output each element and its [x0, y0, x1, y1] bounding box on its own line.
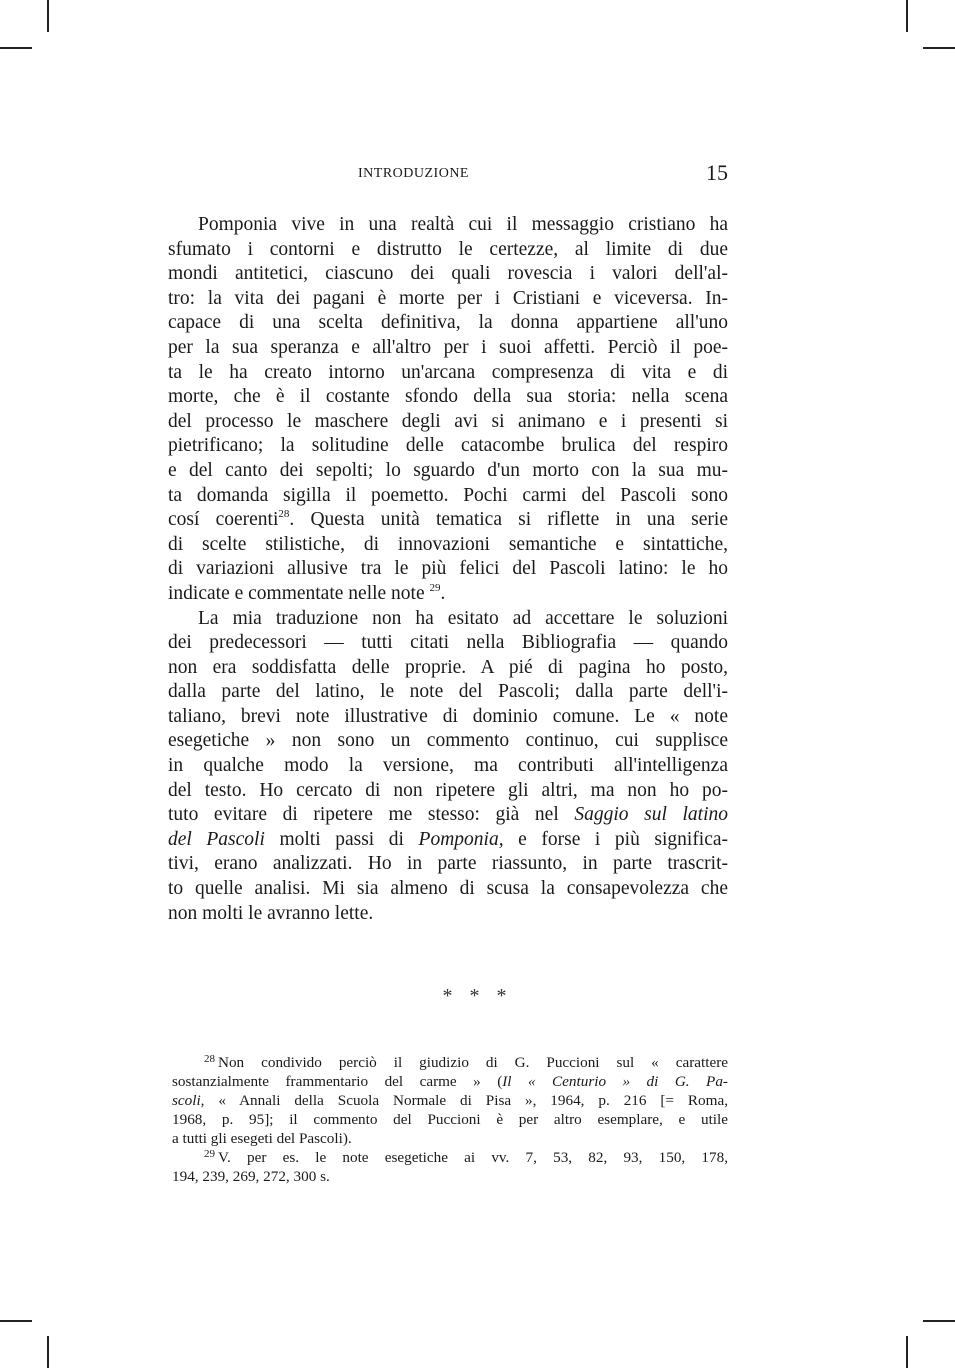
text-line: to quelle analisi. Mi sia almeno di scusa la consapevolezza che [168, 878, 728, 900]
text-line: del testo. Ho cercato di non ripetere gli altri, ma non ho po- [168, 779, 728, 801]
footnote-29 [172, 1148, 728, 1186]
footnote-28 [172, 1053, 728, 1148]
footnote-mark: 29 [204, 1148, 215, 1160]
text-segment: Non condivido perciò il giudizio di G. Puccioni sul « carattere [218, 1054, 728, 1071]
text-line [168, 582, 728, 607]
text-line: non era soddisfatta delle proprie. A pié di pagina ho posto, [168, 656, 728, 678]
footnote-line: 1968, p. 95]; il commento del Puccioni è per altro esemplare, e utile [172, 1111, 728, 1128]
text-segment: tuto evitare di ripetere me stesso: già nel [168, 804, 559, 826]
text-line: ta domanda sigilla il poemetto. Pochi carmi del Pascoli sono [168, 484, 728, 506]
crop-mark-top-right-h [923, 47, 955, 49]
crop-mark-top-right [906, 0, 908, 32]
italic-title: Il « Centurio » di G. Pa- [502, 1073, 728, 1090]
footnote-line [172, 1091, 728, 1110]
text-line: La mia traduzione non ha esitato ad accettare le soluzioni [198, 607, 728, 629]
footnote-line: a tutti gli esegeti del Pascoli). [172, 1130, 352, 1147]
paragraph-1 [168, 213, 728, 607]
text-segment: sostanzialmente frammentario del carme » ( [172, 1073, 503, 1090]
footnote-line [172, 1148, 728, 1167]
text-line [168, 803, 728, 828]
text-line: di scelte stilistiche, di innovazioni semantiche e sintattiche, [168, 533, 728, 555]
text-line: in qualche modo la versione, ma contributi all'intelligenza [168, 755, 728, 777]
page-number: 15 [706, 160, 728, 185]
italic-title: del Pascoli [168, 828, 265, 850]
text-line [168, 828, 728, 853]
text-segment: . Questa unità tematica si riflette in una serie [289, 509, 728, 531]
text-line: morte, che è il costante sfondo della sua storia: nella scena [168, 386, 728, 408]
text-line: tro: la vita dei pagani è morte per i Cristiani e viceversa. In- [168, 287, 728, 309]
text-segment: e forse i più significa- [518, 828, 729, 850]
text-line: capace di una scelta definitiva, la donna appartiene all'uno [168, 312, 728, 334]
footnote-line [172, 1072, 728, 1091]
text-line: non molti le avranno lette. [168, 902, 374, 924]
footnote-ref-28[interactable]: 28 [278, 508, 290, 521]
text-line: mondi antitetici, ciascuno dei quali rovescia i valori dell'al- [168, 263, 728, 285]
crop-mark-bottom-right-h [923, 1320, 955, 1322]
text-line [168, 508, 728, 533]
crop-mark-top-left-h [0, 47, 32, 49]
text-line: di variazioni allusive tra le più felici del Pascoli latino: le ho [168, 558, 728, 580]
section-ornament: * * * [442, 985, 513, 1007]
italic-title: Saggio sul latino [574, 804, 729, 826]
running-title: INTRODUZIONE [358, 166, 469, 181]
text-line: dei predecessori — tutti citati nella Bibliografia — quando [168, 632, 728, 654]
crop-mark-top-left [47, 0, 49, 32]
text-line: per la sua speranza e all'altro per i suoi affetti. Perciò il poe- [168, 336, 728, 358]
text-line: ta le ha creato intorno un'arcana compresenza di vita e di [168, 361, 728, 383]
text-line: taliano, brevi note illustrative di dominio comune. Le « note [168, 705, 728, 727]
text-segment: . [440, 582, 446, 604]
italic-title: scoli, [172, 1092, 205, 1109]
body-text [168, 213, 728, 926]
crop-mark-bottom-right [906, 1336, 908, 1368]
text-line: dalla parte del latino, le note del Pascoli; dalla parte dell'i- [168, 681, 728, 703]
footnote-line: 194, 239, 269, 272, 300 s. [172, 1168, 330, 1185]
crop-mark-bottom-left-h [0, 1320, 32, 1322]
text-line: del processo le maschere degli avi si animano e i presenti si [168, 410, 728, 432]
text-segment: indicate e commentate nelle note [168, 582, 425, 604]
text-line: Pomponia vive in una realtà cui il messaggio cristiano ha [198, 214, 728, 235]
text-segment: V. per es. le note esegetiche ai vv. 7, 53, 82, 93, 150, 178, [218, 1149, 728, 1166]
crop-mark-bottom-left [47, 1336, 49, 1368]
text-line: e del canto dei sepolti; lo sguardo d'un morto con la sua mu- [168, 459, 728, 481]
footnotes [172, 1053, 728, 1186]
footnote-mark: 28 [204, 1053, 215, 1065]
text-segment: « Annali della Scuola Normale di Pisa », 1964, p. 216 [= Roma, [218, 1092, 729, 1109]
paragraph-2 [168, 607, 728, 927]
footnote-line [172, 1053, 728, 1072]
italic-title: Pomponia, [418, 828, 504, 850]
text-line: tivi, erano analizzati. Ho in parte riassunto, in parte trascrit- [168, 853, 728, 875]
text-line: pietrificano; la solitudine delle catacombe brulica del respiro [168, 435, 728, 457]
text-line: esegetiche » non sono un commento continuo, cui supplisce [168, 730, 728, 752]
text-line: sfumato i contorni e distrutto le certezze, al limite di due [168, 238, 728, 260]
footnote-ref-29[interactable]: 29 [429, 581, 441, 594]
text-segment: cosí coerenti [168, 509, 279, 531]
running-head [168, 160, 728, 190]
text-segment: molti passi di [279, 828, 404, 850]
